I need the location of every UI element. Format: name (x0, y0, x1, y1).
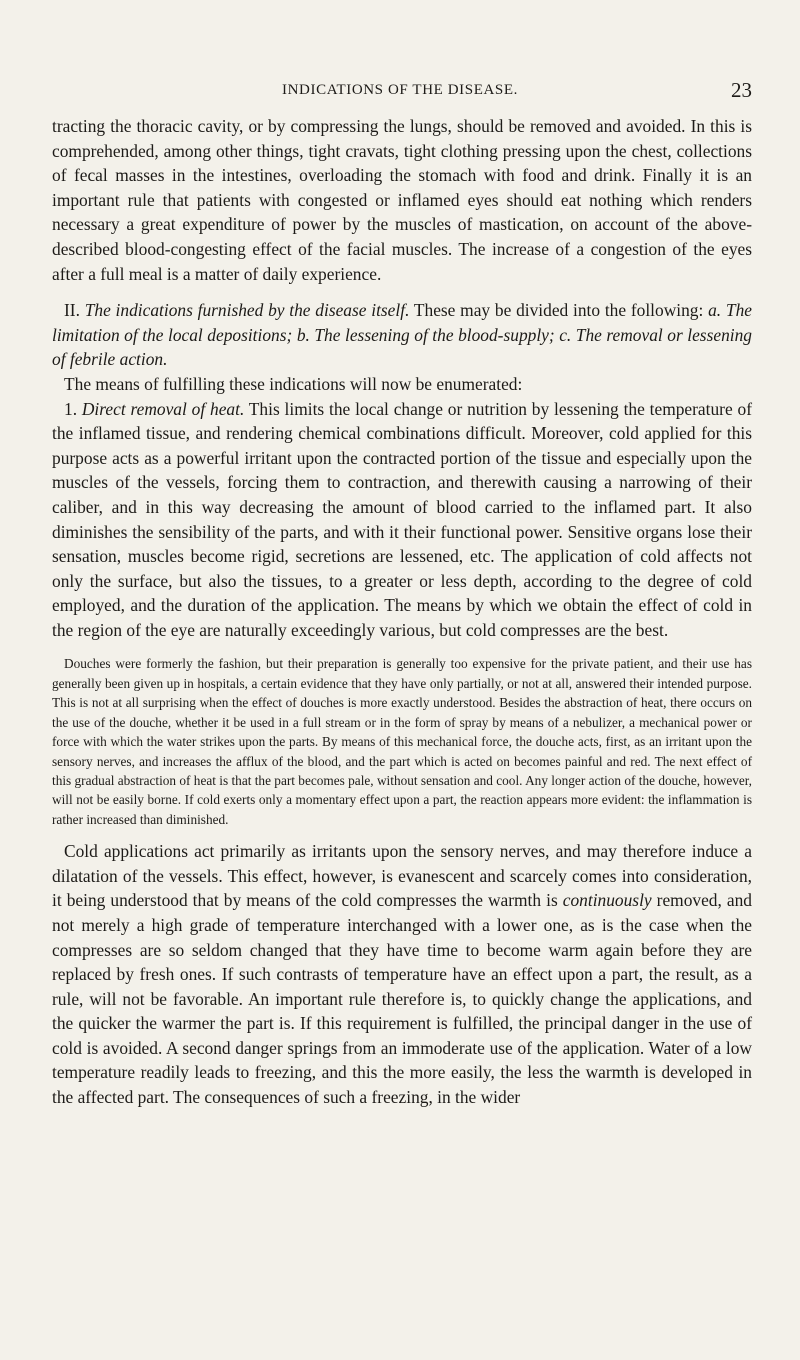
paragraph-douches-small-print: Douches were formerly the fashion, but their preparation is generally too expensive for the private patient, and their use has generally been given up in hospitals, a certain evidence that they have only partially, or not at all, answered their intended purpose. This is not at all surprising when the effect of douches is more exactly understood. Besides the abstraction of heat, there occurs on the use of the douche, whether it be used in a full stream or in the form of spray by means of a nebulizer, a mechanical power or force with which the water strikes upon the parts. By means of this mechanical force, the douche acts, first, as an irritant upon the sensory nerves, and increases the afflux of the blood, and the part which is acted on becomes painful and red. The next effect of this gradual abstraction of heat is that the part becomes pale, without sensation and cool. Any longer action of the douche, however, will not be easily borne. If cold exerts only a momentary effect upon a part, the reaction appears more evident: the inflammation is rather increased than diminished. (52, 656, 752, 827)
section-heading: The indications furnished by the disease itself. (84, 300, 410, 321)
paragraph-indications (52, 298, 752, 372)
paragraph-text: These may be divided into the following: (409, 300, 709, 321)
item-heading: Direct removal of heat. (81, 398, 245, 419)
running-title: INDICATIONS OF THE DISEASE. (282, 82, 518, 98)
paragraph-direct-removal (52, 397, 752, 643)
item-b-text: The lessening of the blood-supply; (314, 324, 555, 345)
item-number: 1. (64, 398, 82, 419)
page-body (52, 114, 752, 1110)
paragraph-means: The means of fulfilling these indications will now be enumerated: (64, 373, 523, 394)
item-a-label: a. (708, 300, 726, 321)
item-b-label: b. (292, 324, 315, 345)
running-header (48, 80, 752, 104)
paragraph-cold-applications (52, 839, 752, 1110)
item-c-text: The removal or lessening of febrile action. (52, 324, 752, 370)
emphasis-continuously: continuously (562, 890, 652, 911)
page-number: 23 (731, 78, 752, 102)
item-a-text: The limitation of the local depositions; (52, 300, 752, 345)
paragraph-text: This limits the local change or nutrition by lessening the temperature of the inflamed tissue, and rendering chemical combinations difficult. Moreover, cold applied for this purpose acts as a powerful irritant upon the contracted portion of the tissue and especially upon the muscles of the vessels, forcing them to contraction, and therewith causing a narrowing of their caliber, and in this way decreasing the amount of blood carried to the inflamed part. It also diminishes the sensibility of the parts, and with it their functional power. Sensitive organs lose their sensation, muscles become rigid, secretions are lessened, etc. The application of cold affects not only the surface, but also the tissues, to a greater or less depth, according to the degree of cold employed, and the duration of the application. The means by which we obtain the effect of cold in the region of the eye are naturally exceedingly various, but cold compresses are the best. (52, 398, 753, 640)
item-c-label: c. (554, 324, 576, 345)
section-number: II. (64, 300, 85, 321)
paragraph-text: removed, and not merely a high grade of temperature interchanged with a lower one, as is the case when the compresses are so seldom changed that they have time to become warm again before they are replaced by fresh ones. If such contrasts of temperature have an effect upon a part, the result, as a rule, will not be favorable. An important rule therefore is, to quickly change the applications, and the quicker the warmer the part is. If this requirement is fulfilled, the principal danger in the use of cold is avoided. A second danger springs from an immoderate use of the application. Water of a low temperature readily leads to freezing, and this the more easily, the less the warmth is developed in the affected part. The consequences of such a freezing, in the wider (52, 890, 752, 1108)
paragraph-continuation: tracting the thoracic cavity, or by compressing the lungs, should be removed and avoided. In this is comprehended, among other things, tight cravats, tight clothing pressing upon the chest, collections of fecal masses in the intestines, overloading the stomach with food and drink. Finally it is an important rule that patients with congested or inflamed eyes should eat nothing which renders necessary a great expenditure of power by the muscles of mastication, on account of the above-described blood-congesting effect of the facial muscles. The increase of a congestion of the eyes after a full meal is a matter of daily experience. (52, 116, 752, 284)
paragraph-text: Cold applications act primarily as irritants upon the sensory nerves, and may therefore induce a dilatation of the vessels. This effect, however, is evanescent and scarcely comes into consideration, it being understood that by means of the cold compresses the warmth is (52, 841, 752, 911)
